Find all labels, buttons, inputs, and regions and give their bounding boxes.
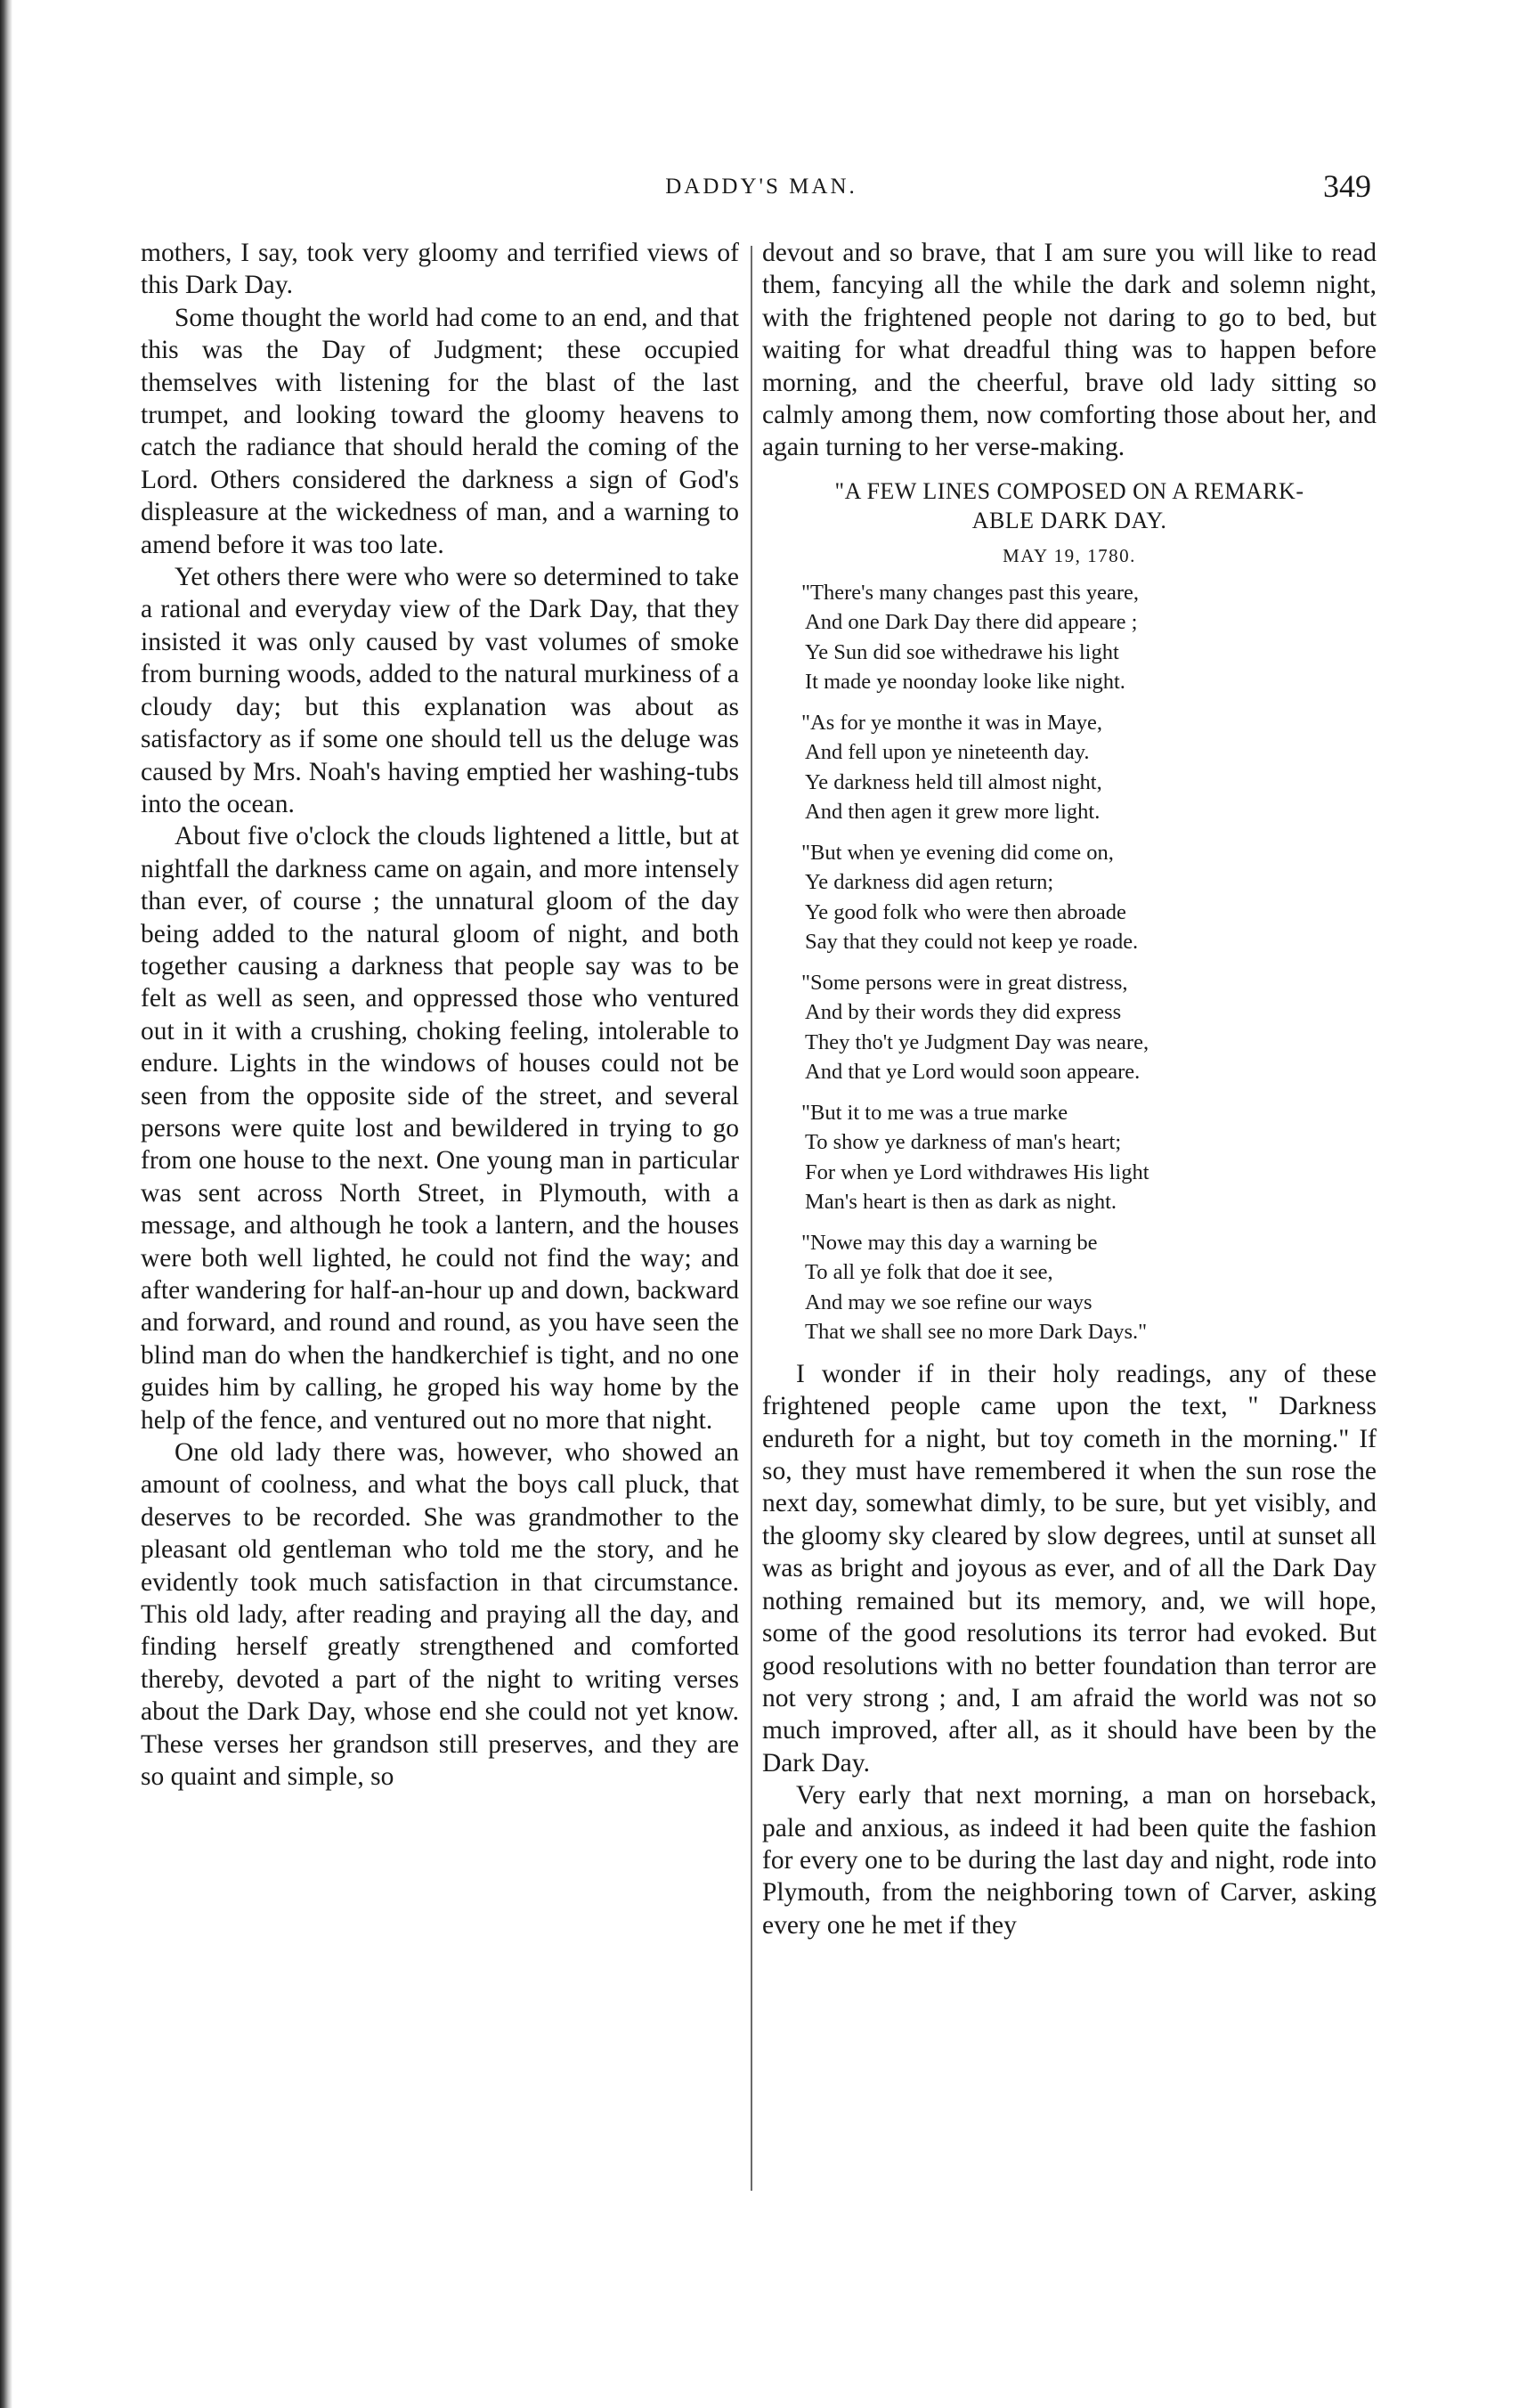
verse-line: "There's many changes past this yeare, xyxy=(801,580,1140,605)
verse-line: And fell upon ye nineteenth day. xyxy=(805,740,1090,765)
paragraph: mothers, I say, took very gloomy and terrified views of this Dark Day. xyxy=(141,239,739,300)
column-divider xyxy=(751,246,752,2191)
verse-line: "As for ye monthe it was in Maye, xyxy=(801,710,1102,735)
poem-stanza xyxy=(801,838,1377,957)
verse-line: And may we soe refine our ways xyxy=(805,1289,1093,1314)
paragraph: Some thought the world had come to an end, and that this was the Day of Judgment; these occupied themselves with listening for the blast of the last trumpet, and looking toward the gloomy heavens to catch the radiance that should herald the coming of the Lord. Others considered the darkness a sign of God's displeasure at the wickedness of man, and a warning to amend before it was too late. xyxy=(141,303,739,559)
right-column xyxy=(762,237,1377,1941)
paragraph: Yet others there were who were so determined to take a rational and everyday view of the Dark Day, that they insisted it was only caused by vast volumes of smoke from burning woods, added to the natural murkiness of a cloudy day; but this explanation was about as satisfactory as if some one should tell us the deluge was caused by Mrs. Noah's having emptied her washing-tubs into the ocean. xyxy=(141,563,739,818)
poem-date: MAY 19, 1780. xyxy=(1003,544,1136,566)
poem-stanza xyxy=(801,1098,1377,1217)
verse-line: Ye good folk who were then abroade xyxy=(805,899,1126,924)
binding-edge xyxy=(0,0,12,2408)
poem-stanza xyxy=(801,578,1377,697)
verse-line: And then agen it grew more light. xyxy=(805,800,1101,825)
verse-line: "Nowe may this day a warning be xyxy=(801,1230,1098,1255)
page-header xyxy=(151,168,1371,210)
verse-line: Ye darkness held till almost night, xyxy=(805,769,1102,794)
verse-line: And by their words they did express xyxy=(805,1000,1122,1025)
verse-line: Ye Sun did soe withedrawe his light xyxy=(805,639,1119,664)
paragraph: One old lady there was, however, who showed an amount of coolness, and what the boys call pluck, that deserves to be recorded. She was grandmother to the pleasant old gentleman who told me the story, and he evidently took much satisfaction in that circumstance. This old lady, after reading and praying all the day, and finding herself greatly strengthened and comforted thereby, devoted a part of the night to writing verses about the Dark Day, whose end she could not yet know. These verses her grandson still preserves, and they are so quaint and simple, so xyxy=(141,1438,739,1792)
left-column xyxy=(141,237,739,1794)
verse-line: Say that they could not keep ye roade. xyxy=(805,930,1139,955)
poem-stanza xyxy=(801,1228,1377,1347)
verse-line: That we shall see no more Dark Days." xyxy=(805,1320,1148,1345)
poem-stanza xyxy=(801,968,1377,1087)
poem-stanza xyxy=(801,708,1377,827)
running-title: DADDY'S MAN. xyxy=(665,175,857,199)
paragraph: I wonder if in their holy readings, any of these frightened people came upon the text, " Darkness endureth for a night, but toy cometh in the morning." If so, they must have remembered it when the sun rose the next day, somewhat dimly, to be sure, but yet visibly, and the gloomy sky cleared by slow degrees, until at sunset all was as bright and joyous as ever, and of all the Dark Day nothing remained but its memory, and, we will hope, some of the good resolutions its terror had evoked. But good resolutions with no better foundation than terror are not very strong ; and, I am afraid the world was not so much improved, after all, as it should have been by the Dark Day. xyxy=(762,1359,1377,1778)
verse-line: It made ye noonday looke like night. xyxy=(805,670,1125,695)
page-number: 349 xyxy=(1323,168,1371,204)
verse-line: To all ye folk that doe it see, xyxy=(805,1260,1053,1285)
verse-line: Ye darkness did agen return; xyxy=(805,870,1054,895)
verse-line: Man's heart is then as dark as night. xyxy=(805,1190,1117,1215)
verse-line: And one Dark Day there did appeare ; xyxy=(805,610,1138,635)
verse-line: They tho't ye Judgment Day was neare, xyxy=(805,1029,1149,1054)
poem-heading xyxy=(762,476,1377,535)
verse-line: "But when ye evening did come on, xyxy=(801,840,1114,865)
verse-line: To show ye darkness of man's heart; xyxy=(805,1130,1122,1155)
verse-line: And that ye Lord would soon appeare. xyxy=(805,1060,1141,1085)
poem-heading-line: ABLE DARK DAY. xyxy=(971,507,1167,533)
verse-line: "Some persons were in great distress, xyxy=(801,970,1128,995)
paragraph: devout and so brave, that I am sure you will like to read them, fancying all the while the dark and solemn night, with the frightened people not daring to go to bed, but waiting for what dreadful thing was to happen before morning, and the cheerful, brave old lady sitting so calmly among them, now comforting those about her, and again turning to her verse-making. xyxy=(762,239,1377,462)
poem-heading-line: "A FEW LINES COMPOSED ON A REMARK- xyxy=(834,477,1304,504)
verse-line: "But it to me was a true marke xyxy=(801,1100,1068,1125)
paragraph: About five o'clock the clouds lightened a little, but at nightfall the darkness came on again, and more intensely than ever, of course ; the unnatural gloom of the day being added to the natural gloom of night, and both together causing a darkness that people say was to be felt as well as seen, and oppressed those who ventured out in it with a crushing, choking feeling, intolerable to endure. Lights in the windows of houses could not be seen from the opposite side of the street, and several persons were quite lost and bewildered in trying to go from one house to the next. One young man in particular was sent across North Street, in Plymouth, with a message, and although he took a lantern, and the houses were both well lighted, he could not find the way; and after wandering for half-an-hour up and down, backward and forward, and round and round, as you have seen the blind man do when the handkerchief is tight, and no one guides him by calling, he groped his way home by the help of the fence, and ventured out no more that night. xyxy=(141,822,739,1435)
paragraph: Very early that next morning, a man on horseback, pale and anxious, as indeed it had been quite the fashion for every one to be during the last day and night, rode into Plymouth, from the neighboring town of Carver, asking every one he met if they xyxy=(762,1781,1377,1940)
verse-line: For when ye Lord withdrawes His light xyxy=(805,1159,1149,1184)
